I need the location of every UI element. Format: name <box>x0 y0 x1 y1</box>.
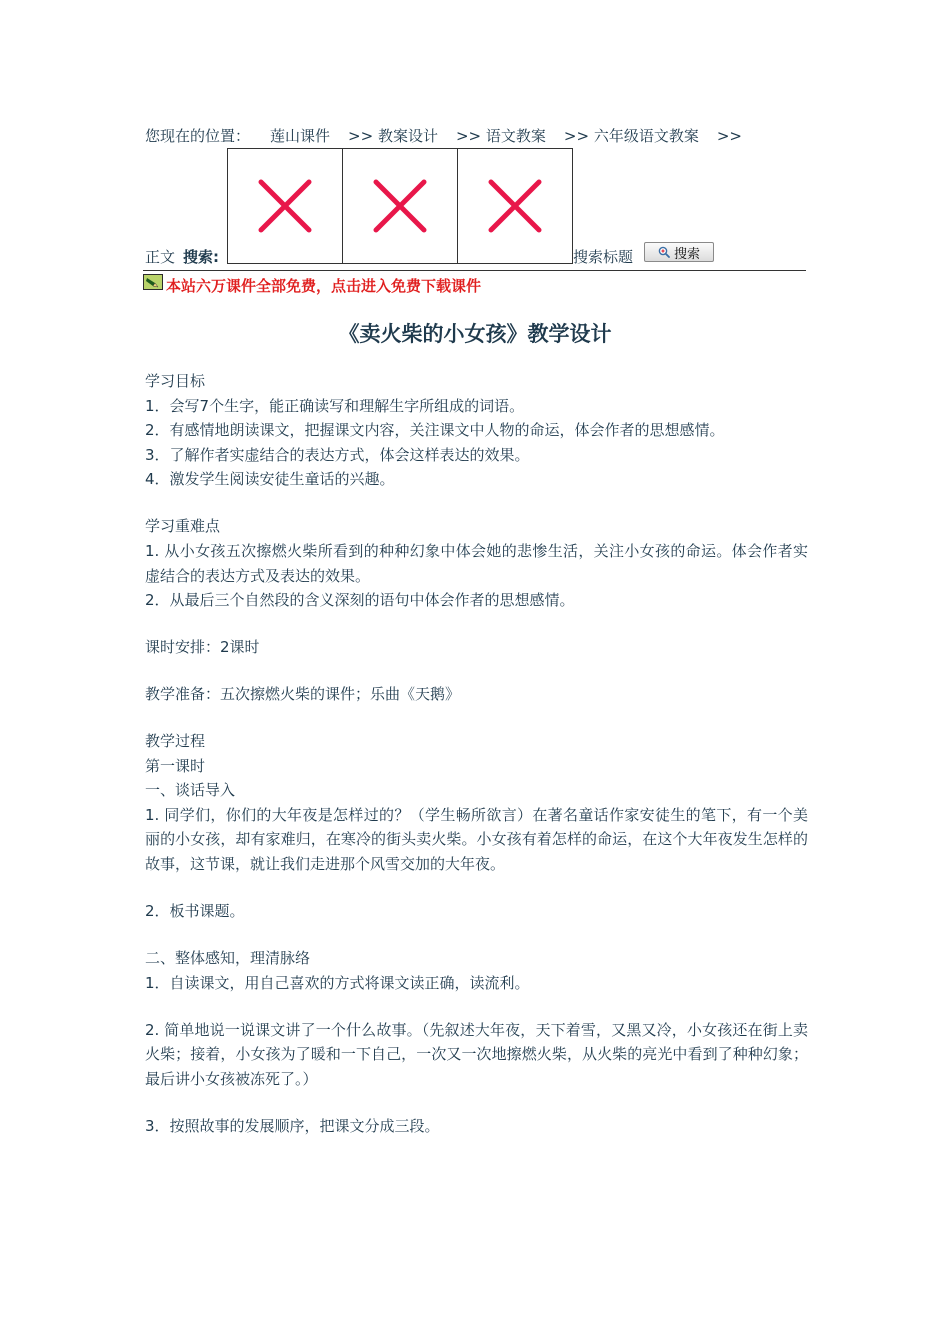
broken-image-3 <box>457 148 573 264</box>
broken-image-icon <box>343 149 457 263</box>
paragraph-gap <box>145 995 808 1017</box>
body-label: 正文 <box>145 248 176 266</box>
broken-image-icon <box>228 149 342 263</box>
body-paragraph: 2．从最后三个自然段的含义深刻的语句中体会作者的思想感情。 <box>145 591 575 610</box>
body-paragraph: 1．会写7个生字，能正确读写和理解生字所组成的词语。 <box>145 396 525 415</box>
paragraph-gap <box>145 1091 808 1113</box>
body-paragraph: 4．激发学生阅读安徒生童话的兴趣。 <box>145 470 395 489</box>
promo-link[interactable]: 本站六万课件全部免费，点击进入免费下载课件 <box>166 277 482 295</box>
article-body <box>145 369 808 1138</box>
body-paragraph: 3．了解作者实虚结合的表达方式，体会这样表达的效果。 <box>145 445 530 464</box>
breadcrumb <box>145 125 742 147</box>
broken-image-1 <box>227 148 343 264</box>
search-button[interactable] <box>644 242 714 262</box>
body-paragraph: 1. 从小女孩五次擦燃火柴所看到的种种幻象中体会她的悲惨生活，关注小女孩的命运。体会作者实虚结合的表达方式及表达的效果。 <box>145 541 808 585</box>
breadcrumb-prefix: 您现在的位置： <box>145 127 251 145</box>
search-title-label: 搜索标题 <box>573 248 634 266</box>
body-paragraph: 1. 同学们，你们的大年夜是怎样过的？（学生畅所欲言）在著名童话作家安徒生的笔下，有一个美丽的小女孩，却有家难归，在寒冷的街头卖火柴。小女孩有着怎样的命运，在这个大年夜发生怎样的故事，这节课，就让我们走进那个风雪交加的大年夜。 <box>145 805 808 874</box>
paragraph-gap <box>145 613 808 635</box>
broken-image-icon <box>458 149 572 263</box>
search-button-label: 搜索 <box>673 246 700 262</box>
page-title: 《卖火柴的小女孩》教学设计 <box>338 322 612 346</box>
breadcrumb-separator: >> <box>455 127 482 145</box>
pencil-icon <box>143 274 163 290</box>
paragraph-gap <box>145 660 808 682</box>
paragraph-gap <box>145 924 808 946</box>
paragraph-gap <box>145 877 808 899</box>
paragraph-gap <box>145 492 808 514</box>
body-paragraph: 一、谈话导入 <box>145 781 236 800</box>
breadcrumb-separator: >> <box>348 127 374 145</box>
divider <box>143 270 806 271</box>
breadcrumb-item-lianshan[interactable]: 莲山课件 <box>270 127 331 145</box>
breadcrumb-item-grade6[interactable]: 六年级语文教案 <box>593 127 699 145</box>
breadcrumb-item-jiaoan[interactable]: 教案设计 <box>377 127 438 145</box>
broken-image-2 <box>342 148 458 264</box>
breadcrumb-separator: >> <box>563 127 590 145</box>
breadcrumb-separator: >> <box>716 127 742 145</box>
paragraph-gap <box>145 707 808 729</box>
body-paragraph: 2．板书课题。 <box>145 902 245 921</box>
body-paragraph: 3．按照故事的发展顺序，把课文分成三段。 <box>145 1116 440 1135</box>
body-paragraph: 第一课时 <box>145 756 206 775</box>
body-paragraph: 学习目标 <box>145 372 206 390</box>
body-paragraph: 2．有感情地朗读课文，把握课文内容，关注课文中人物的命运，体会作者的思想感情。 <box>145 421 725 440</box>
body-paragraph: 2. 简单地说一说课文讲了一个什么故事。（先叙述大年夜，天下着雪，又黑又冷，小女孩还在街上卖火柴；接着，小女孩为了暖和一下自己，一次又一次地擦燃火柴，从火柴的亮光中看到了种种幻象；最后讲小女孩被冻死了。） <box>145 1020 808 1088</box>
body-paragraph: 学习重难点 <box>145 517 221 536</box>
body-paragraph: 教学准备：五次擦燃火柴的课件；乐曲《天鹅》 <box>145 685 461 704</box>
search-label: 搜索: <box>183 248 219 266</box>
body-paragraph: 课时安排：2课时 <box>145 638 260 657</box>
body-paragraph: 教学过程 <box>145 732 206 751</box>
body-paragraph: 1．自读课文，用自己喜欢的方式将课文读正确，读流利。 <box>145 973 530 992</box>
breadcrumb-item-yuwen[interactable]: 语文教案 <box>485 127 546 145</box>
body-paragraph: 二、整体感知，理清脉络 <box>145 949 311 968</box>
magnifier-icon <box>658 246 670 258</box>
